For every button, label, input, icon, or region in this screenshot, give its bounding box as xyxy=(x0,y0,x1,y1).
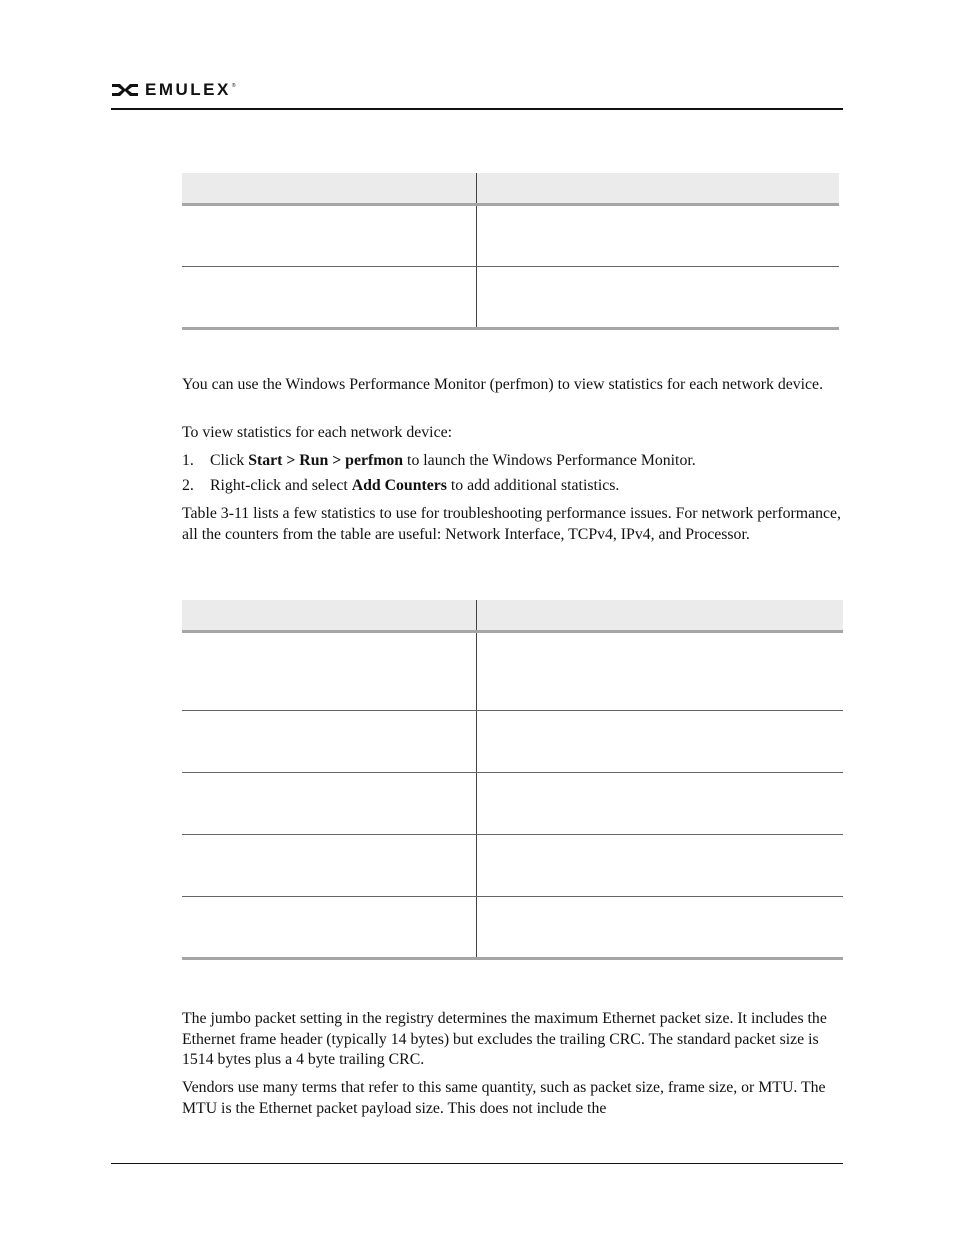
step-text: to add additional statistics. xyxy=(446,477,620,494)
table-row xyxy=(182,835,843,897)
step-number: 2. xyxy=(182,477,194,494)
paragraph-to-view: To view statistics for each network device: xyxy=(182,424,452,441)
table-row xyxy=(182,773,843,835)
step-bold-text: Start > Run > perfmon xyxy=(248,452,404,469)
paragraph-perfmon-intro: You can use the Windows Performance Monitor (perfmon) to view statistics for each network device. xyxy=(182,376,824,393)
table-row xyxy=(182,267,839,329)
table-row xyxy=(182,897,843,959)
table-statistics xyxy=(182,600,843,960)
paragraph-table-reference: Table 3-11 lists a few statistics to use for troubleshooting performance issues. For network performance, all the counters from the table are useful: Network Interface, TCPv4, IPv4, and Processor. xyxy=(182,505,841,543)
step-text: Click xyxy=(210,452,249,469)
step-text: to launch the Windows Performance Monitor. xyxy=(403,452,696,469)
step-item xyxy=(182,451,842,472)
paragraph-jumbo-packet: The jumbo packet setting in the registry determines the maximum Ethernet packet size. It includes the Ethernet frame header (typically 14 bytes) but excludes the trailing CRC. The standard packet size is 1514 bytes plus a 4 byte trailing CRC. xyxy=(182,1010,827,1068)
footer-rule xyxy=(111,1163,843,1164)
table-header-row xyxy=(182,173,839,205)
table-row xyxy=(182,205,839,267)
step-item xyxy=(182,476,842,497)
logo-text: EMULEX xyxy=(145,80,231,99)
emulex-mark-icon xyxy=(111,83,139,97)
table-top xyxy=(182,173,839,330)
step-bold-text: Add Counters xyxy=(351,477,447,494)
table-row xyxy=(182,632,843,711)
paragraph-vendors: Vendors use many terms that refer to this same quantity, such as packet size, frame size, or MTU. The MTU is the Ethernet packet payload size. This does not include the xyxy=(182,1079,826,1117)
step-number: 1. xyxy=(182,452,194,469)
table-header-row xyxy=(182,600,843,632)
step-text: Right-click and select xyxy=(210,477,352,494)
logo-trademark: ® xyxy=(231,83,236,89)
emulex-logo xyxy=(111,80,236,100)
header-rule xyxy=(111,108,843,110)
table-row xyxy=(182,711,843,773)
